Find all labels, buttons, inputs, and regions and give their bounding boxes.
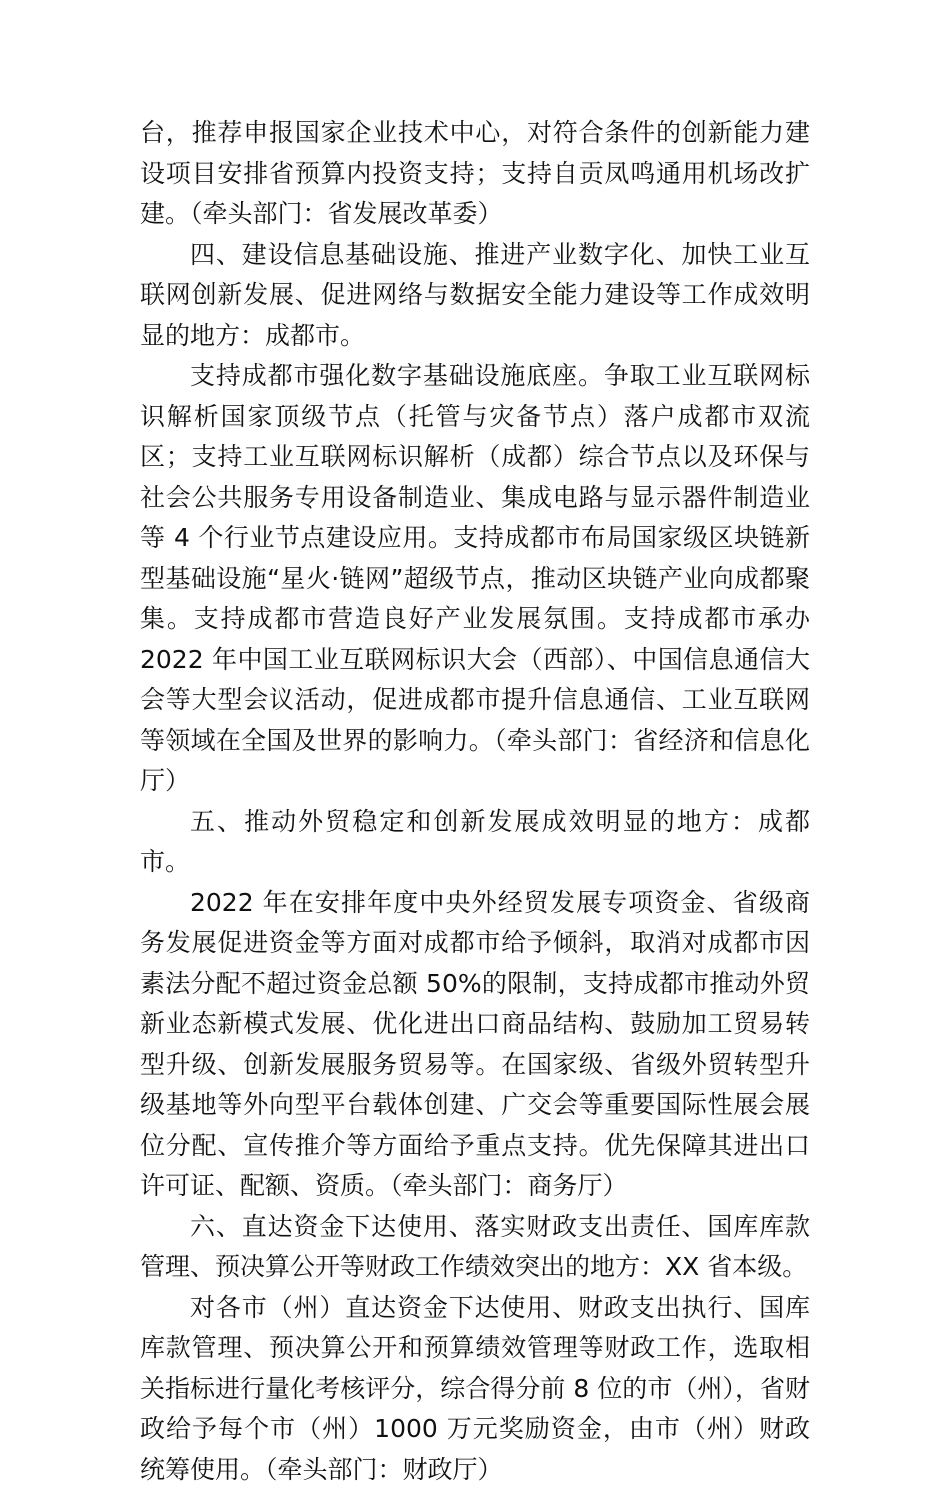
paragraph-item-four-heading: 四、建设信息基础设施、推进产业数字化、加快工业互联网创新发展、促进网络与数据安全能力建设等工作成效明显的地方：成都市。: [140, 235, 810, 357]
document-body: [140, 113, 810, 1490]
paragraph-item-six-heading: 六、直达资金下达使用、落实财政支出责任、国库库款管理、预决算公开等财政工作绩效突出的地方：XX 省本级。: [140, 1207, 810, 1288]
paragraph-item-five-heading: 五、推动外贸稳定和创新发展成效明显的地方：成都市。: [140, 802, 810, 883]
paragraph-continuation: 台，推荐申报国家企业技术中心，对符合条件的创新能力建设项目安排省预算内投资支持；支持自贡凤鸣通用机场改扩建。（牵头部门：省发展改革委）: [140, 113, 810, 235]
paragraph-item-six-body: 对各市（州）直达资金下达使用、财政支出执行、国库库款管理、预决算公开和预算绩效管理等财政工作，选取相关指标进行量化考核评分，综合得分前 8 位的市（州），省财政给予每个市（州）1000 万元奖励资金，由市（州）财政统筹使用。（牵头部门：财政厅）: [140, 1288, 810, 1490]
paragraph-item-four-body: 支持成都市强化数字基础设施底座。争取工业互联网标识解析国家顶级节点（托管与灾备节点）落户成都市双流区；支持工业互联网标识解析（成都）综合节点以及环保与社会公共服务专用设备制造业、集成电路与显示器件制造业等 4 个行业节点建设应用。支持成都市布局国家级区块链新型基础设施“星火·链网”超级节点，推动区块链产业向成都聚集。支持成都市营造良好产业发展氛围。支持成都市承办 2022 年中国工业互联网标识大会（西部）、中国信息通信大会等大型会议活动，促进成都市提升信息通信、工业互联网等领域在全国及世界的影响力。（牵头部门：省经济和信息化厅）: [140, 356, 810, 802]
paragraph-item-five-body: 2022 年在安排年度中央外经贸发展专项资金、省级商务发展促进资金等方面对成都市给予倾斜，取消对成都市因素法分配不超过资金总额 50%的限制，支持成都市推动外贸新业态新模式发展、优化进出口商品结构、鼓励加工贸易转型升级、创新发展服务贸易等。在国家级、省级外贸转型升级基地等外向型平台载体创建、广交会等重要国际性展会展位分配、宣传推介等方面给予重点支持。优先保障其进出口许可证、配额、资质。（牵头部门：商务厅）: [140, 883, 810, 1207]
